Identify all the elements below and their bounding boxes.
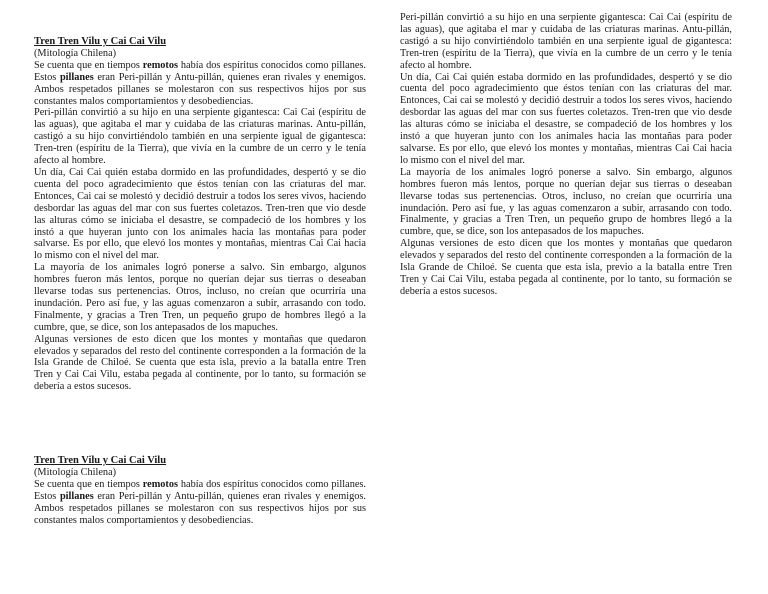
paragraph: Peri-pillán convirtió a su hijo en una serpiente gigantesca: Cai Cai (espíritu de las aguas), que agitaba el mar y cuidaba de las criaturas marinas. Antu-pillán, castigó a su hijo convirtiéndolo también en una serpiente igual de gigantesca: Tren-tren (espíritu de la Tierra), que vivía en la cumbre de un cerro y le tenía afecto al hombre.: [34, 107, 366, 167]
text-run: Se cuenta que en tiempos: [34, 59, 143, 71]
paragraph: La mayoría de los animales logró ponerse a salvo. Sin embargo, algunos hombres fueron más lentos, porque no querían dejar sus tierras o deseaban llevarse todas sus pertenencias. Otros, incluso, no creían que ocurriría una inundación. Pero así fue, y las aguas comenzaron a subir, arrasando con todo. Finalmente, y gracias a Tren Tren, un pequeño grupo de hombres llegó a la cumbre, que, se dice, son los antepasados de los mapuches.: [34, 262, 366, 333]
text-run: eran Peri-pillán y Antu-pillán, quienes eran rivales y enemigos. Ambos respetados pillanes se molestaron con sus respectivos hijos por sus constantes malos comportamientos y desobediencias.: [34, 71, 366, 107]
left-column-bottom: [34, 455, 366, 526]
bold-word: remotos: [142, 478, 179, 490]
paragraph-intro: [34, 479, 366, 527]
bold-word: pillanes: [59, 490, 94, 502]
text-run: Se cuenta que en tiempos: [34, 478, 143, 490]
paragraph: Algunas versiones de esto dicen que los montes y montañas que quedaron elevados y separados del resto del continente corresponden a la formación de la Isla Grande de Chiloé. Se cuenta que esta isla, previo a la batalla entre Tren Tren y Cai Cai Vilu, estaba pegada al continente, por lo tanto, su formación se debería a estos sucesos.: [400, 238, 732, 297]
bold-word: remotos: [142, 59, 179, 71]
story-title: Tren Tren Vilu y Cai Cai Vilu: [34, 36, 167, 47]
story-title: Tren Tren Vilu y Cai Cai Vilu: [34, 455, 167, 466]
bold-word: pillanes: [59, 71, 94, 83]
text-run: había dos espíritus conocidos como pillanes. Estos: [34, 478, 366, 502]
paragraph: Un día, Cai Cai quién estaba dormido en las profundidades, despertó y se dio cuenta del poco agradecimiento que éstos tenían con las criaturas del mar. Entonces, Cai cai se molestó y decidió destruir a todos los seres vivos, haciendo desbordar las aguas del mar con sus fuertes coletazos. Tren-tren que vio desde las alturas cómo se iniciaba el desastre, se compadeció de los hombres y los instó a que huyeran junto con los animales hacia las montañas para poder salvarse. Es por ello, que elevó los montes y montañas, mientras Cai Cai hacia lo mismo con el nivel del mar.: [400, 71, 732, 166]
left-column-top: [34, 36, 366, 393]
paragraph: La mayoría de los animales logró ponerse a salvo. Sin embargo, algunos hombres fueron más lentos, porque no querían dejar sus tierras o deseaban llevarse todas sus pertenencias. Otros, incluso, no creían que ocurriría una inundación. Pero así fue, y las aguas comenzaron a subir, arrasando con todo. Finalmente, y gracias a Tren Tren, un pequeño grupo de hombres llegó a la cumbre, que, se dice, son los antepasados de los mapuches.: [400, 166, 732, 238]
story-subtitle: (Mitología Chilena): [34, 47, 117, 59]
story-subtitle: (Mitología Chilena): [34, 466, 117, 478]
paragraph: Un día, Cai Cai quién estaba dormido en las profundidades, despertó y se dio cuenta del poco agradecimiento que éstos tenían con las criaturas del mar. Entonces, Cai cai se molestó y decidió destruir a todos los seres vivos, haciendo desbordar las aguas del mar con sus fuertes coletazos. Tren-tren que vio desde las alturas cómo se iniciaba el desastre, se compadeció de los hombres y los instó a que huyeran junto con los animales hacia las montañas para poder salvarse. Es por ello, que elevó los montes y montañas, mientras Cai Cai hacia lo mismo con el nivel del mar.: [34, 166, 366, 262]
right-column: [400, 12, 732, 298]
paragraph-intro: [34, 60, 366, 108]
paragraph: Peri-pillán convirtió a su hijo en una serpiente gigantesca: Cai Cai (espíritu de las aguas), que agitaba el mar y cuidaba de las criaturas marinas. Antu-pillán, castigó a su hijo convirtiéndolo también en una serpiente igual de gigantesca: Tren-tren (espíritu de la Tierra), que vivía en la cumbre de un cerro y le tenía afecto al hombre.: [400, 12, 732, 71]
text-run: eran Peri-pillán y Antu-pillán, quienes eran rivales y enemigos. Ambos respetados pillanes se molestaron con sus respectivos hijos por sus constantes malos comportamientos y desobediencias.: [34, 490, 366, 526]
text-run: había dos espíritus conocidos como pillanes. Estos: [34, 59, 366, 83]
paragraph: Algunas versiones de esto dicen que los montes y montañas que quedaron elevados y separados del resto del continente corresponden a la formación de la Isla Grande de Chiloé. Se cuenta que esta isla, previo a la batalla entre Tren Tren y Cai Cai Vilu, estaba pegada al continente, por lo tanto, su formación se debería a estos sucesos.: [34, 333, 366, 393]
